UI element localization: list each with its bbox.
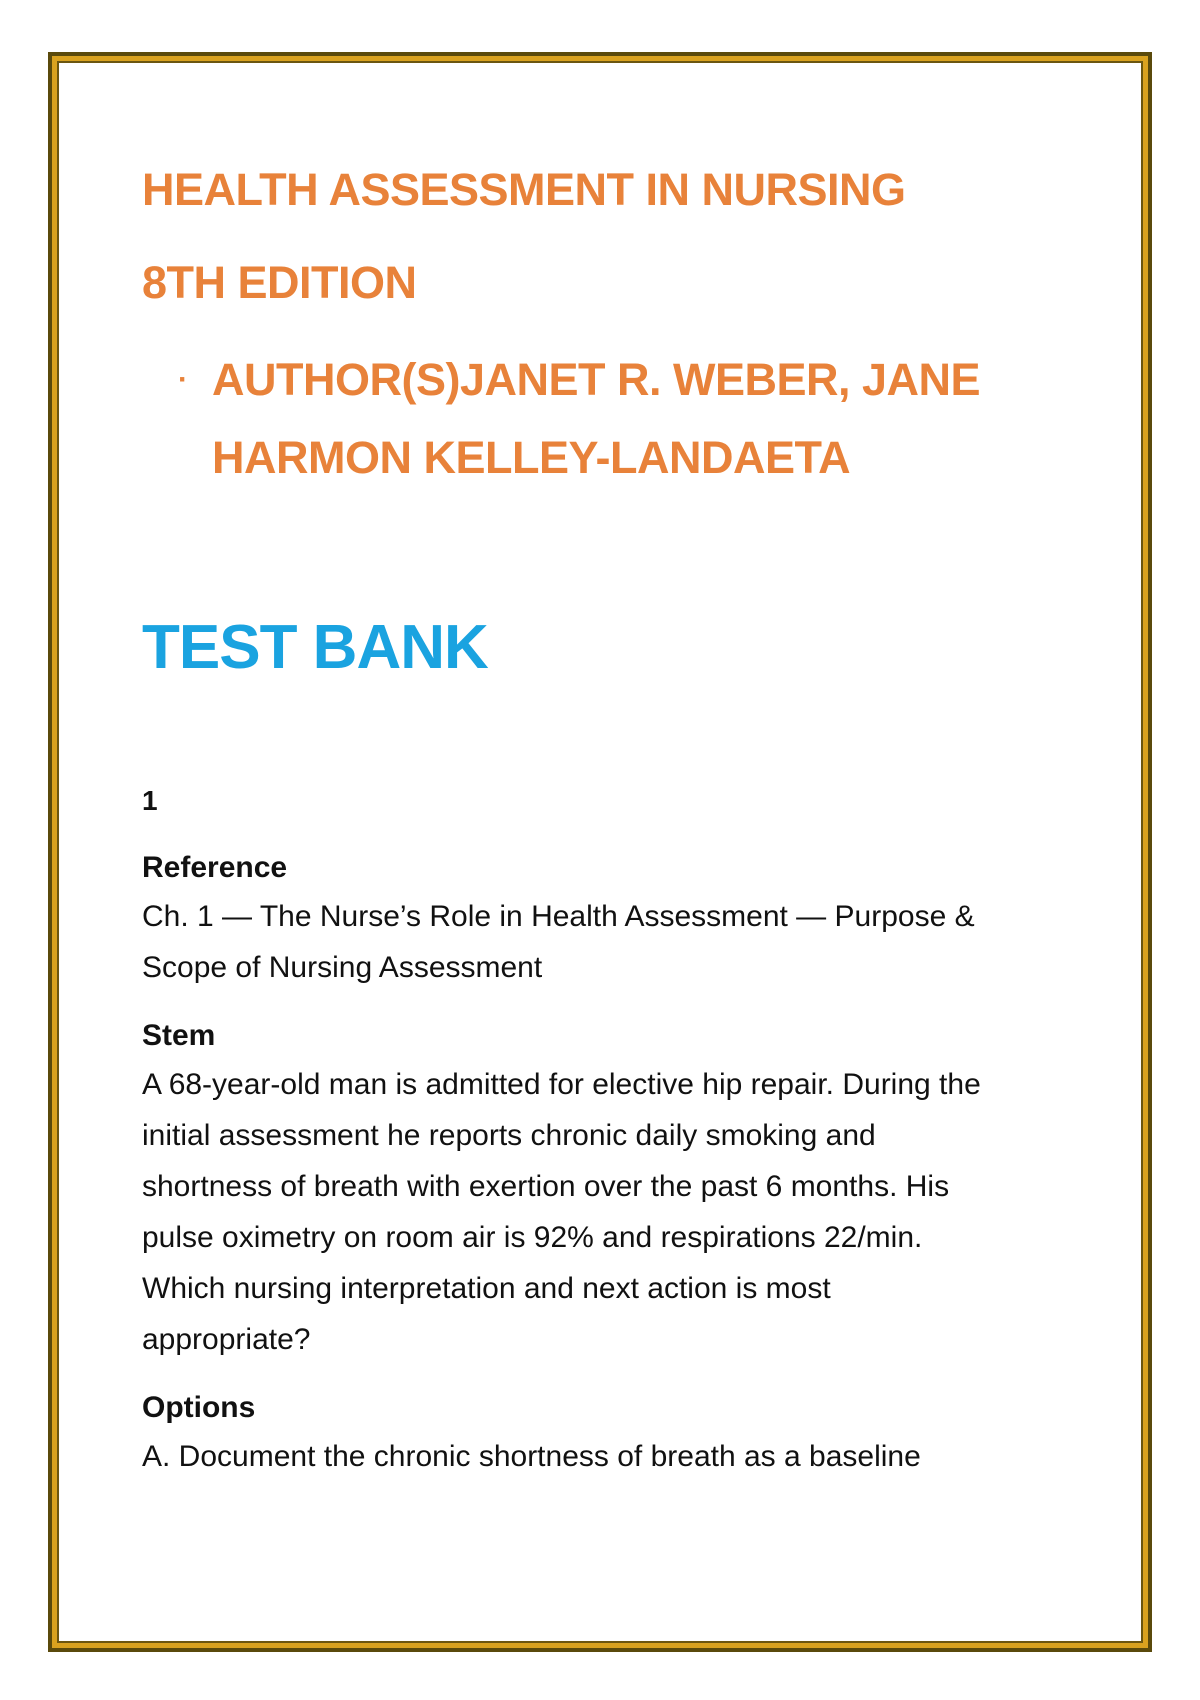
author-line-2: HARMON KELLEY-LANDAETA — [212, 432, 851, 483]
stem-line: shortness of breath with exertion over the past 6 months. His — [142, 1170, 950, 1203]
author-block — [142, 353, 1062, 497]
question-number: 1 — [142, 785, 158, 816]
stem-line: initial assessment he reports chronic daily smoking and — [142, 1119, 876, 1152]
reference-line: Scope of Nursing Assessment — [142, 951, 543, 984]
book-edition: 8TH EDITION — [142, 257, 417, 308]
book-title: HEALTH ASSESSMENT IN NURSING — [142, 164, 906, 215]
author-lines — [212, 341, 980, 497]
stem-line: pulse oximetry on room air is 92% and respirations 22/min. — [142, 1221, 923, 1254]
reference-text — [142, 891, 1062, 993]
document-content — [142, 155, 1062, 1482]
stem-line: appropriate? — [142, 1323, 311, 1356]
options-label: Options — [142, 1391, 256, 1424]
reference-label: Reference — [142, 851, 288, 884]
stem-text — [142, 1059, 1062, 1365]
reference-line: Ch. 1 — The Nurse’s Role in Health Assessment — Purpose & — [142, 900, 975, 933]
stem-label: Stem — [142, 1019, 216, 1052]
stem-line: Which nursing interpretation and next action is most — [142, 1272, 831, 1305]
stem-line: A 68-year-old man is admitted for elective hip repair. During the — [142, 1068, 981, 1101]
author-line-1: AUTHOR(S)JANET R. WEBER, JANE — [212, 354, 981, 405]
author-bullet: · — [178, 363, 188, 396]
options-list — [142, 1431, 1062, 1482]
test-bank-heading: TEST BANK — [142, 613, 488, 682]
option-item: A. Document the chronic shortness of breath as a baseline — [142, 1440, 921, 1473]
